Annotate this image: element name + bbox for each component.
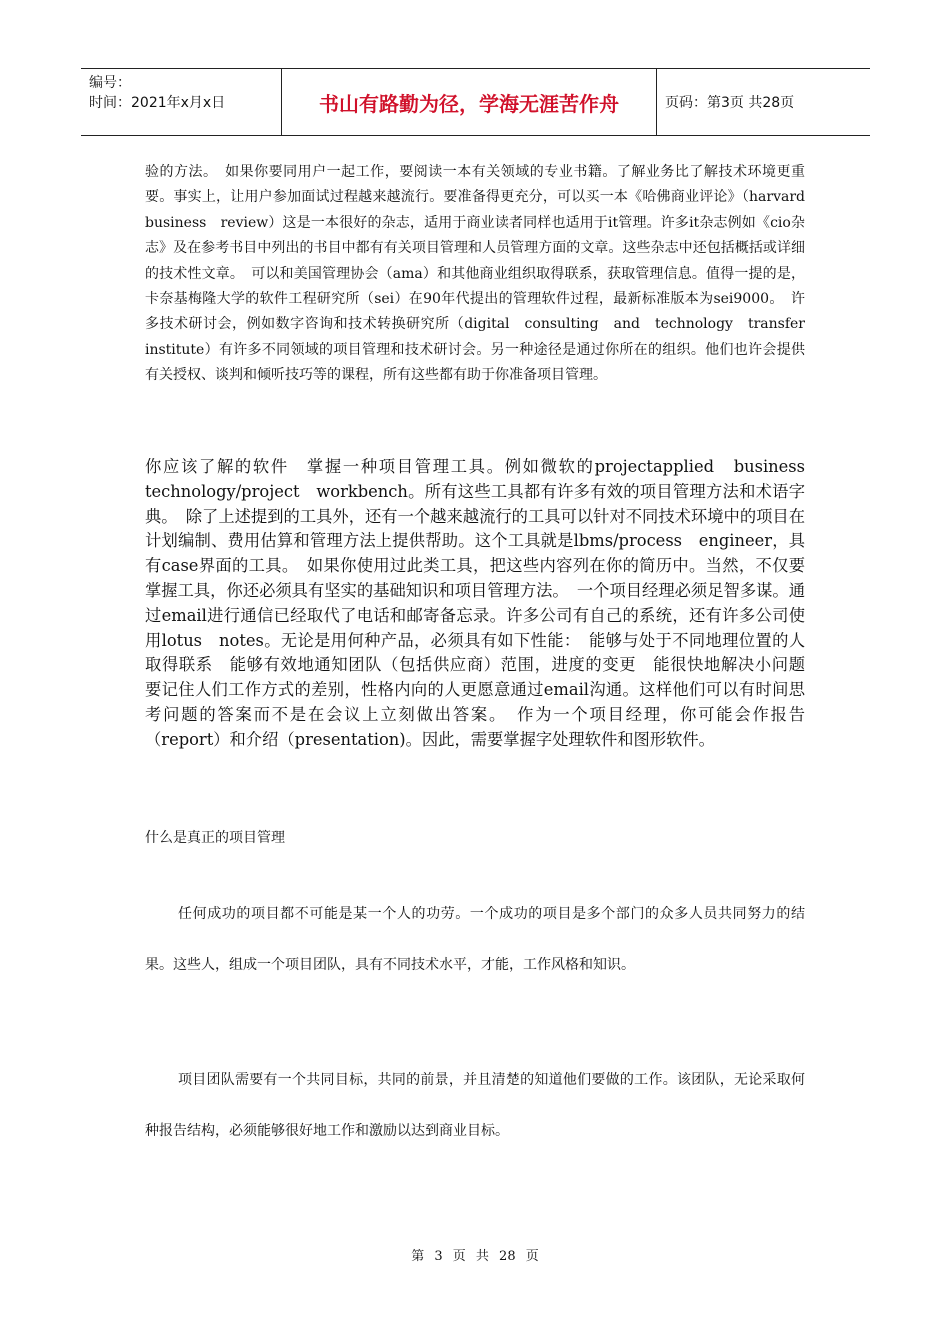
body-paragraph-1: 验的方法。 如果你要同用户一起工作，要阅读一本有关领域的专业书籍。了解业务比了解技术环境更重要。事实上，让用户参加面试过程越来越流行。要准备得更充分，可以买一本《哈佛商业评论》（harvard business review）这是一本很好的杂志，适用于商业读者同样也适用于it管理。许多it杂志例如《cio杂志》及在参考书目中列出的书目中都有有关项目管理和人员管理方面的文章。这些杂志中还包括概括或详细的技术性文章。 可以和美国管理协会（ama）和其他商业组织取得联系，获取管理信息。值得一提的是，卡奈基梅隆大学的软件工程研究所（sei）在90年代提出的管理软件过程，最新标准版本为sei9000。 许多技术研讨会，例如数字咨询和技术转换研究所（digital consulting and technology transfer institute）有许多不同领域的项目管理和技术研讨会。另一种途径是通过你所在的组织。他们也许会提供有关授权、谈判和倾听技巧等的课程，所有这些都有助于你准备项目管理。: [145, 164, 819, 384]
header-motto: 书山有路勤为径，学海无涯苦作舟: [282, 69, 657, 135]
body-paragraph-4: 项目团队需要有一个共同目标，共同的前景，并且清楚的知道他们要做的工作。该团队，无论采取何种报告结构，必须能够很好地工作和激励以达到商业目标。: [145, 1072, 805, 1139]
page-footer: 第 3 页 共 28 页: [411, 1249, 539, 1264]
document-date-label: 时间：2021年x月x日: [89, 95, 226, 111]
page-header: [81, 68, 870, 136]
body-paragraph-2: 你应该了解的软件 掌握一种项目管理工具。例如微软的projectapplied business technology/project workbench。所有这些工具都有许多有效的项目管理方法和术语字典。 除了上述提到的工具外，还有一个越来越流行的工具可以针对不同技术环境中的项目在计划编制、费用估算和管理方法上提供帮助。这个工具就是lbms/process engineer，具有case界面的工具。 如果你使用过此类工具，把这些内容列在你的简历中。当然，不仅要掌握工具，你还必须具有坚实的基础知识和项目管理方法。 一个项目经理必须足智多谋。通过email进行通信已经取代了电话和邮寄备忘录。许多公司有自己的系统，还有许多公司使用lotus notes。无论是用何种产品，必须具有如下性能： 能够与处于不同地理位置的人取得联系 能够有效地通知团队（包括供应商）范围，进度的变更 能很快地解决小问题 要记住人们工作方式的差别，性格内向的人更愿意通过email沟通。这样他们可以有时间思考问题的答案而不是在会议上立刻做出答案。 作为一个项目经理，你可能会作报告（report）和介绍（presentation)。因此，需要掌握字处理软件和图形软件。: [145, 457, 822, 749]
section-heading: 什么是真正的项目管理: [145, 830, 285, 846]
document-number-label: 编号：: [89, 75, 131, 91]
header-meta: [81, 69, 282, 135]
body-paragraph-3: 任何成功的项目都不可能是某一个人的功劳。一个成功的项目是多个部门的众多人员共同努力的结果。这些人，组成一个项目团队，具有不同技术水平，才能，工作风格和知识。: [145, 906, 805, 973]
header-page-info: 页码：第3页 共28页: [665, 95, 795, 111]
